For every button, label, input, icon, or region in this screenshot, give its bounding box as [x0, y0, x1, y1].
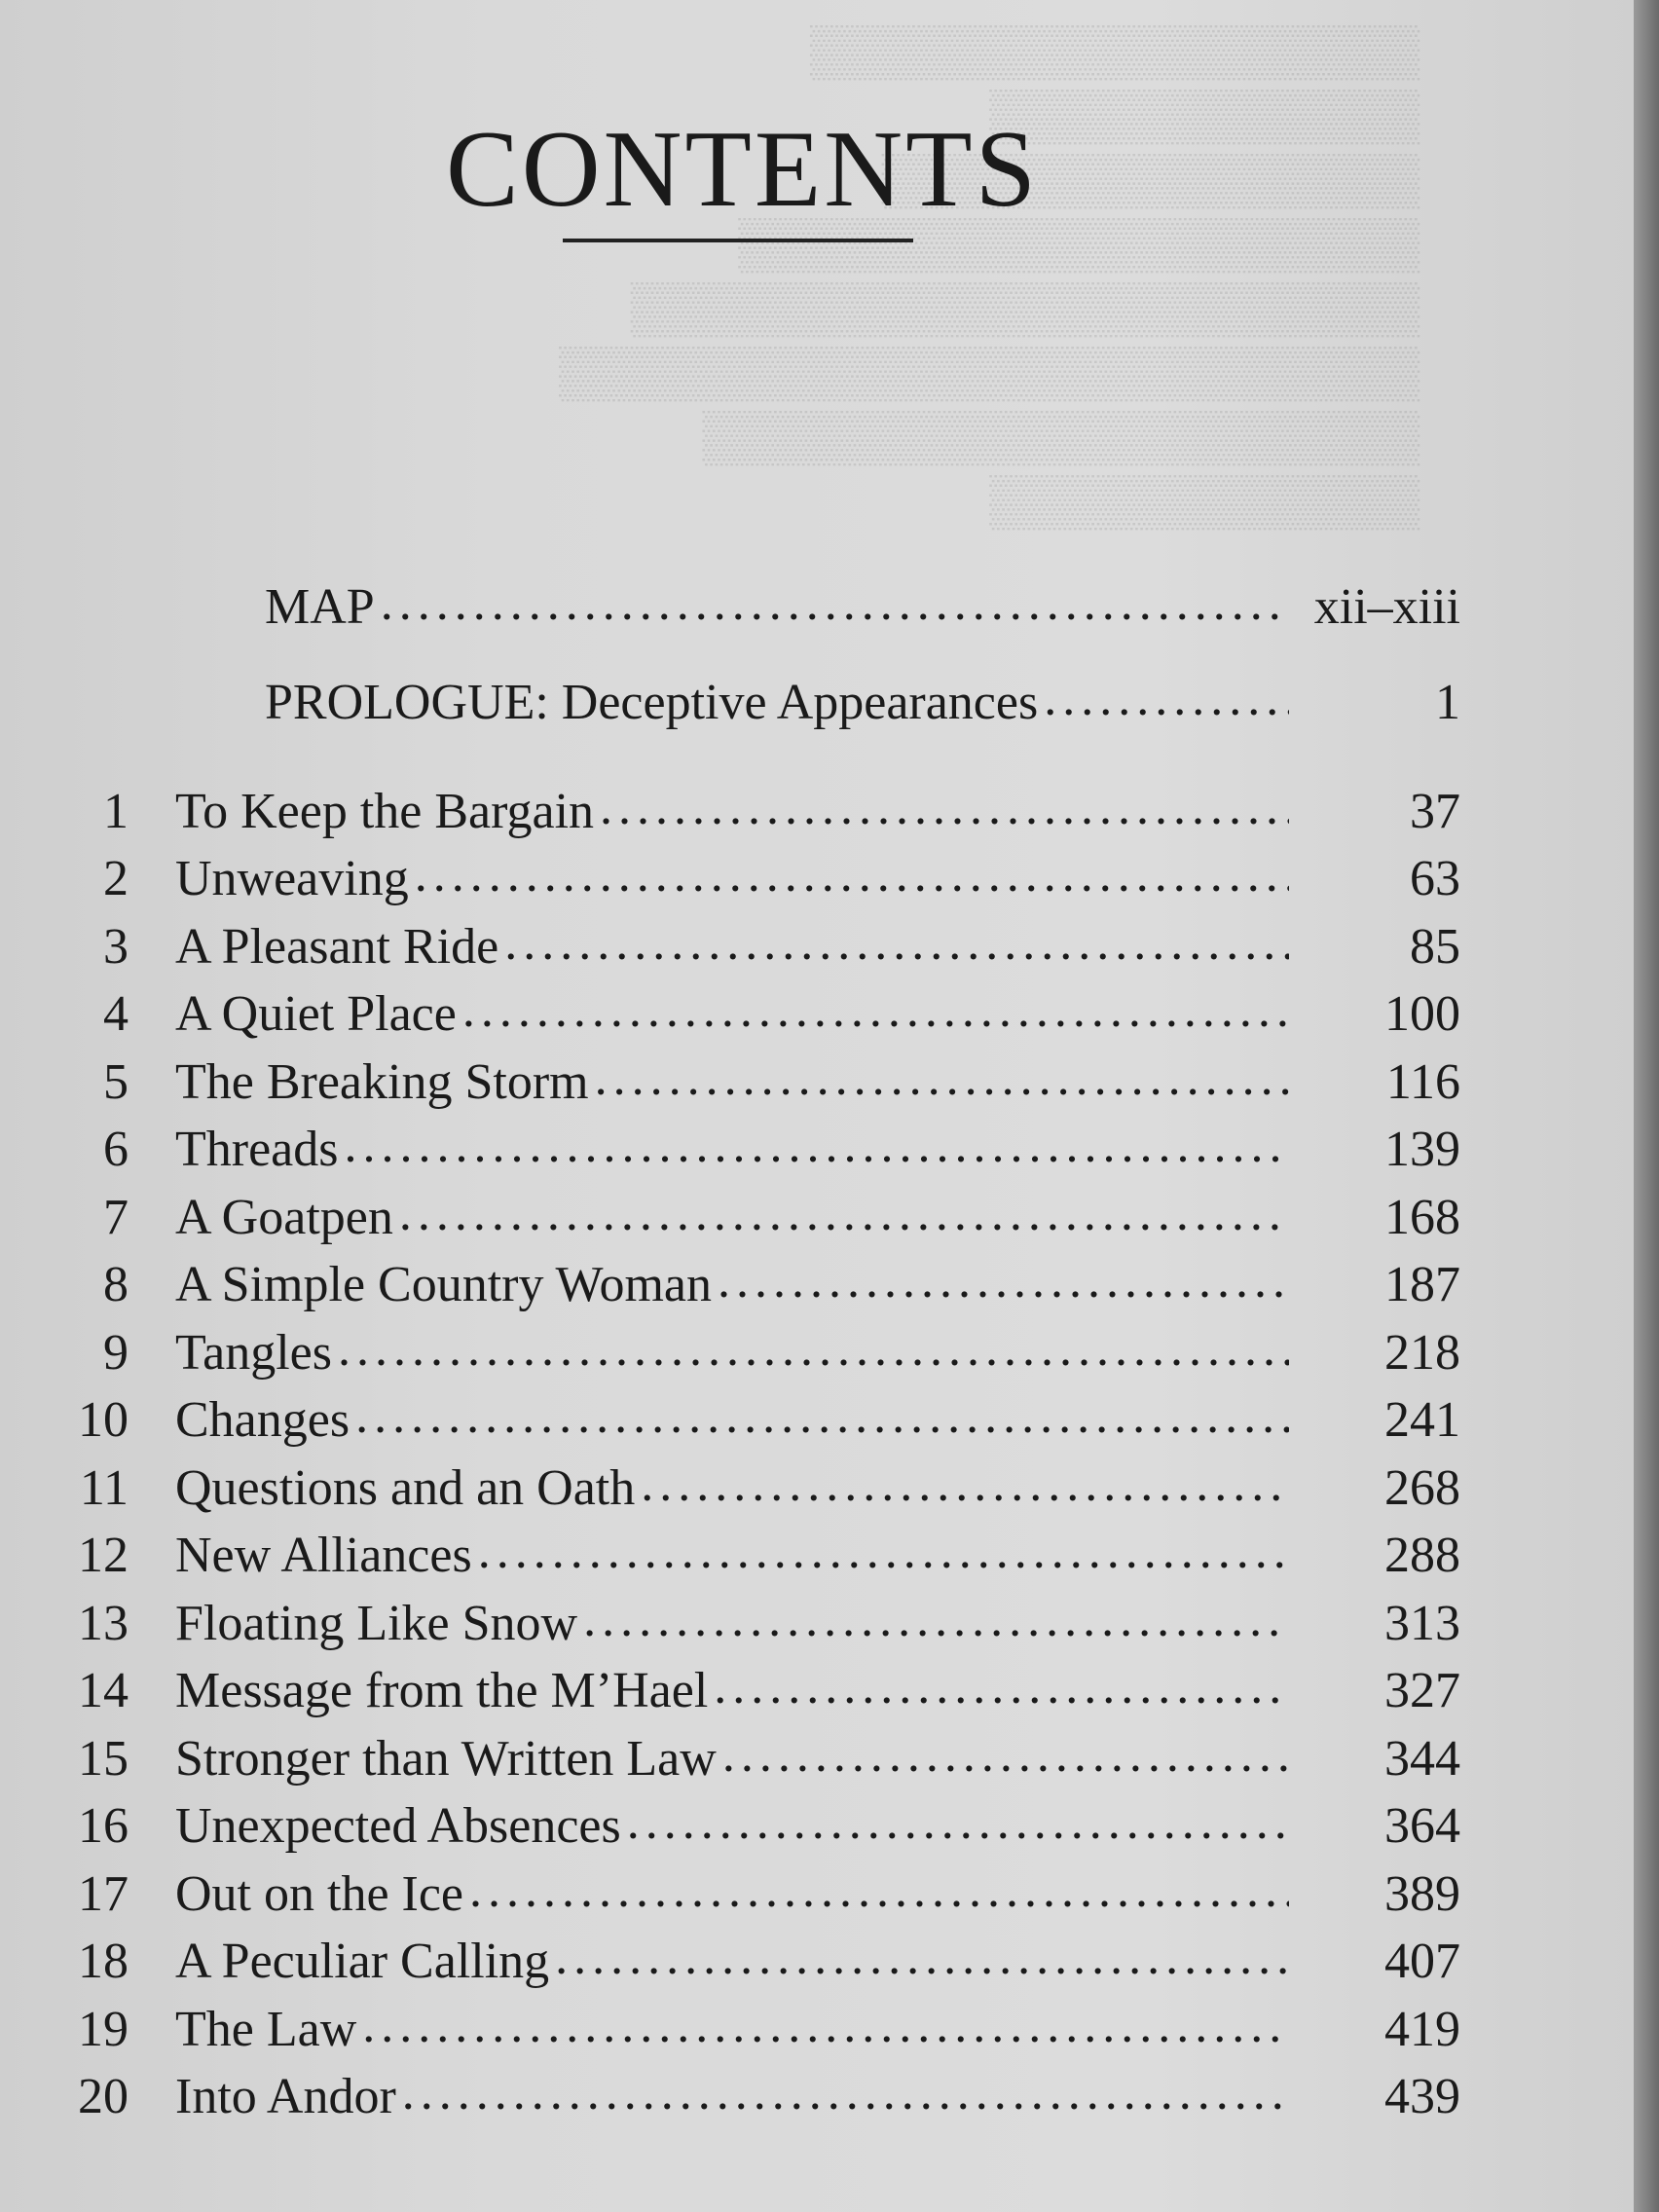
chapter-title: Tangles — [175, 1325, 332, 1381]
dot-leader — [415, 846, 1289, 904]
toc-chapter-row — [39, 850, 1460, 908]
chapter-number: 3 — [103, 919, 129, 975]
chapter-title: To Keep the Bargain — [175, 784, 595, 839]
chapter-number: 15 — [78, 1731, 129, 1787]
chapter-number: 7 — [103, 1190, 129, 1245]
chapter-title: A Quiet Place — [175, 986, 457, 1042]
dot-leader — [555, 1929, 1289, 1987]
dot-leader — [402, 2064, 1289, 2122]
chapter-page: 407 — [1384, 1934, 1460, 1989]
chapter-page: 419 — [1384, 2002, 1460, 2057]
chapter-page: 168 — [1384, 1190, 1460, 1245]
chapter-title: Into Andor — [175, 2069, 396, 2124]
chapter-title: Unexpected Absences — [175, 1798, 621, 1854]
dot-leader — [1044, 670, 1289, 728]
chapter-number: 9 — [103, 1325, 129, 1381]
chapter-page: 241 — [1384, 1392, 1460, 1448]
chapter-number: 14 — [78, 1663, 129, 1718]
toc-chapter-row — [39, 1256, 1460, 1314]
chapter-number: 5 — [103, 1054, 129, 1110]
chapter-number: 11 — [79, 1460, 129, 1516]
page-title: CONTENTS — [446, 109, 1039, 230]
chapter-page: 63 — [1410, 851, 1460, 906]
toc-chapter-row — [39, 1391, 1460, 1450]
chapter-number: 8 — [103, 1257, 129, 1312]
chapter-number: 2 — [103, 851, 129, 906]
bleed-through-text: ▒▒▒▒▒▒▒▒▒▒▒▒▒▒▒▒▒ ▒▒▒▒▒▒▒▒▒▒▒▒ ▒▒▒▒▒▒▒▒▒▒▒▒▒▒▒ ▒▒▒▒▒▒▒▒▒▒▒▒▒▒▒▒▒▒▒ ▒▒▒▒▒▒▒▒▒▒▒▒▒▒▒▒▒▒▒▒▒▒ ▒▒▒▒▒▒▒▒▒▒▒▒▒▒▒▒▒▒▒▒▒▒▒▒ ▒▒▒▒▒▒▒▒▒▒▒▒▒▒▒▒▒▒▒▒ ▒▒▒▒▒▒▒▒▒▒▒▒ — [558, 23, 1419, 529]
chapter-page: 327 — [1384, 1663, 1460, 1718]
dot-leader — [504, 914, 1289, 973]
dot-leader — [338, 1320, 1289, 1379]
toc-chapter-row — [39, 1527, 1460, 1585]
chapter-number: 20 — [78, 2069, 129, 2124]
toc-chapter-row — [39, 1595, 1460, 1653]
toc-chapter-row — [39, 2068, 1460, 2126]
chapter-page: 364 — [1384, 1798, 1460, 1854]
dot-leader — [469, 1862, 1289, 1920]
toc-chapter-row — [39, 1053, 1460, 1112]
toc-entry-prologue — [39, 674, 1460, 732]
toc-chapter-row — [39, 783, 1460, 841]
chapter-title: Stronger than Written Law — [175, 1731, 717, 1787]
dot-leader — [714, 1658, 1289, 1716]
chapter-title: Changes — [175, 1392, 350, 1448]
chapter-page: 389 — [1384, 1866, 1460, 1922]
chapter-page: 218 — [1384, 1325, 1460, 1381]
chapter-title: A Simple Country Woman — [175, 1257, 712, 1312]
dot-leader — [595, 1050, 1289, 1108]
dot-leader — [344, 1117, 1289, 1175]
chapter-title: A Goatpen — [175, 1190, 393, 1245]
dot-leader — [399, 1185, 1289, 1243]
dot-leader — [583, 1591, 1289, 1649]
dot-leader — [381, 574, 1289, 633]
chapter-page: 313 — [1384, 1596, 1460, 1651]
chapter-page: 187 — [1384, 1257, 1460, 1312]
chapter-title: New Alliances — [175, 1528, 472, 1583]
chapter-title: A Pleasant Ride — [175, 919, 499, 975]
toc-chapter-row — [39, 985, 1460, 1044]
chapter-number: 16 — [78, 1798, 129, 1854]
toc-entry-label: MAP — [265, 579, 375, 635]
chapter-title: The Breaking Storm — [175, 1054, 589, 1110]
chapter-number: 10 — [78, 1392, 129, 1448]
toc-chapter-row — [39, 1459, 1460, 1518]
chapter-title: Out on the Ice — [175, 1866, 464, 1922]
toc-chapter-row — [39, 1797, 1460, 1856]
toc-entry-map — [39, 578, 1460, 637]
chapter-page: 344 — [1384, 1731, 1460, 1787]
toc-chapter-row — [39, 1865, 1460, 1924]
chapter-number: 19 — [78, 2002, 129, 2057]
chapter-title: Questions and an Oath — [175, 1460, 636, 1516]
chapter-number: 4 — [103, 986, 129, 1042]
chapter-number: 6 — [103, 1122, 129, 1177]
chapter-title: The Law — [175, 2002, 357, 2057]
toc-chapter-row — [39, 1121, 1460, 1179]
chapter-page: 37 — [1410, 784, 1460, 839]
chapter-page: 100 — [1384, 986, 1460, 1042]
dot-leader — [600, 779, 1289, 837]
dot-leader — [722, 1726, 1289, 1785]
dot-leader — [355, 1387, 1289, 1446]
chapter-title: A Peculiar Calling — [175, 1934, 550, 1989]
toc-entry-page: xii–xiii — [1313, 579, 1460, 635]
chapter-page: 268 — [1384, 1460, 1460, 1516]
toc-chapter-row — [39, 1933, 1460, 1991]
chapter-page: 439 — [1384, 2069, 1460, 2124]
toc-chapter-row — [39, 1324, 1460, 1382]
toc-chapter-row — [39, 1730, 1460, 1788]
dot-leader — [362, 1997, 1289, 2055]
toc-chapter-row — [39, 1662, 1460, 1720]
dot-leader — [462, 981, 1289, 1040]
dot-leader — [641, 1456, 1289, 1514]
chapter-number: 18 — [78, 1934, 129, 1989]
chapter-title: Threads — [175, 1122, 339, 1177]
chapter-title: Message from the M’Hael — [175, 1663, 709, 1718]
chapter-page: 288 — [1384, 1528, 1460, 1583]
dot-leader — [627, 1793, 1289, 1852]
chapter-page: 116 — [1385, 1054, 1460, 1110]
dot-leader — [718, 1252, 1289, 1310]
toc-chapter-row — [39, 918, 1460, 977]
toc-entry-label: PROLOGUE: Deceptive Appearances — [265, 675, 1039, 730]
chapter-number: 1 — [103, 784, 129, 839]
toc-entry-page: 1 — [1435, 675, 1460, 730]
chapter-title: Unweaving — [175, 851, 409, 906]
chapter-page: 139 — [1384, 1122, 1460, 1177]
toc-chapter-row — [39, 2001, 1460, 2059]
chapter-number: 17 — [78, 1866, 129, 1922]
chapter-number: 12 — [78, 1528, 129, 1583]
toc-chapter-row — [39, 1189, 1460, 1247]
chapter-title: Floating Like Snow — [175, 1596, 578, 1651]
page-edge-shadow — [1634, 0, 1659, 2212]
chapter-page: 85 — [1410, 919, 1460, 975]
chapter-number: 13 — [78, 1596, 129, 1651]
dot-leader — [478, 1523, 1289, 1581]
